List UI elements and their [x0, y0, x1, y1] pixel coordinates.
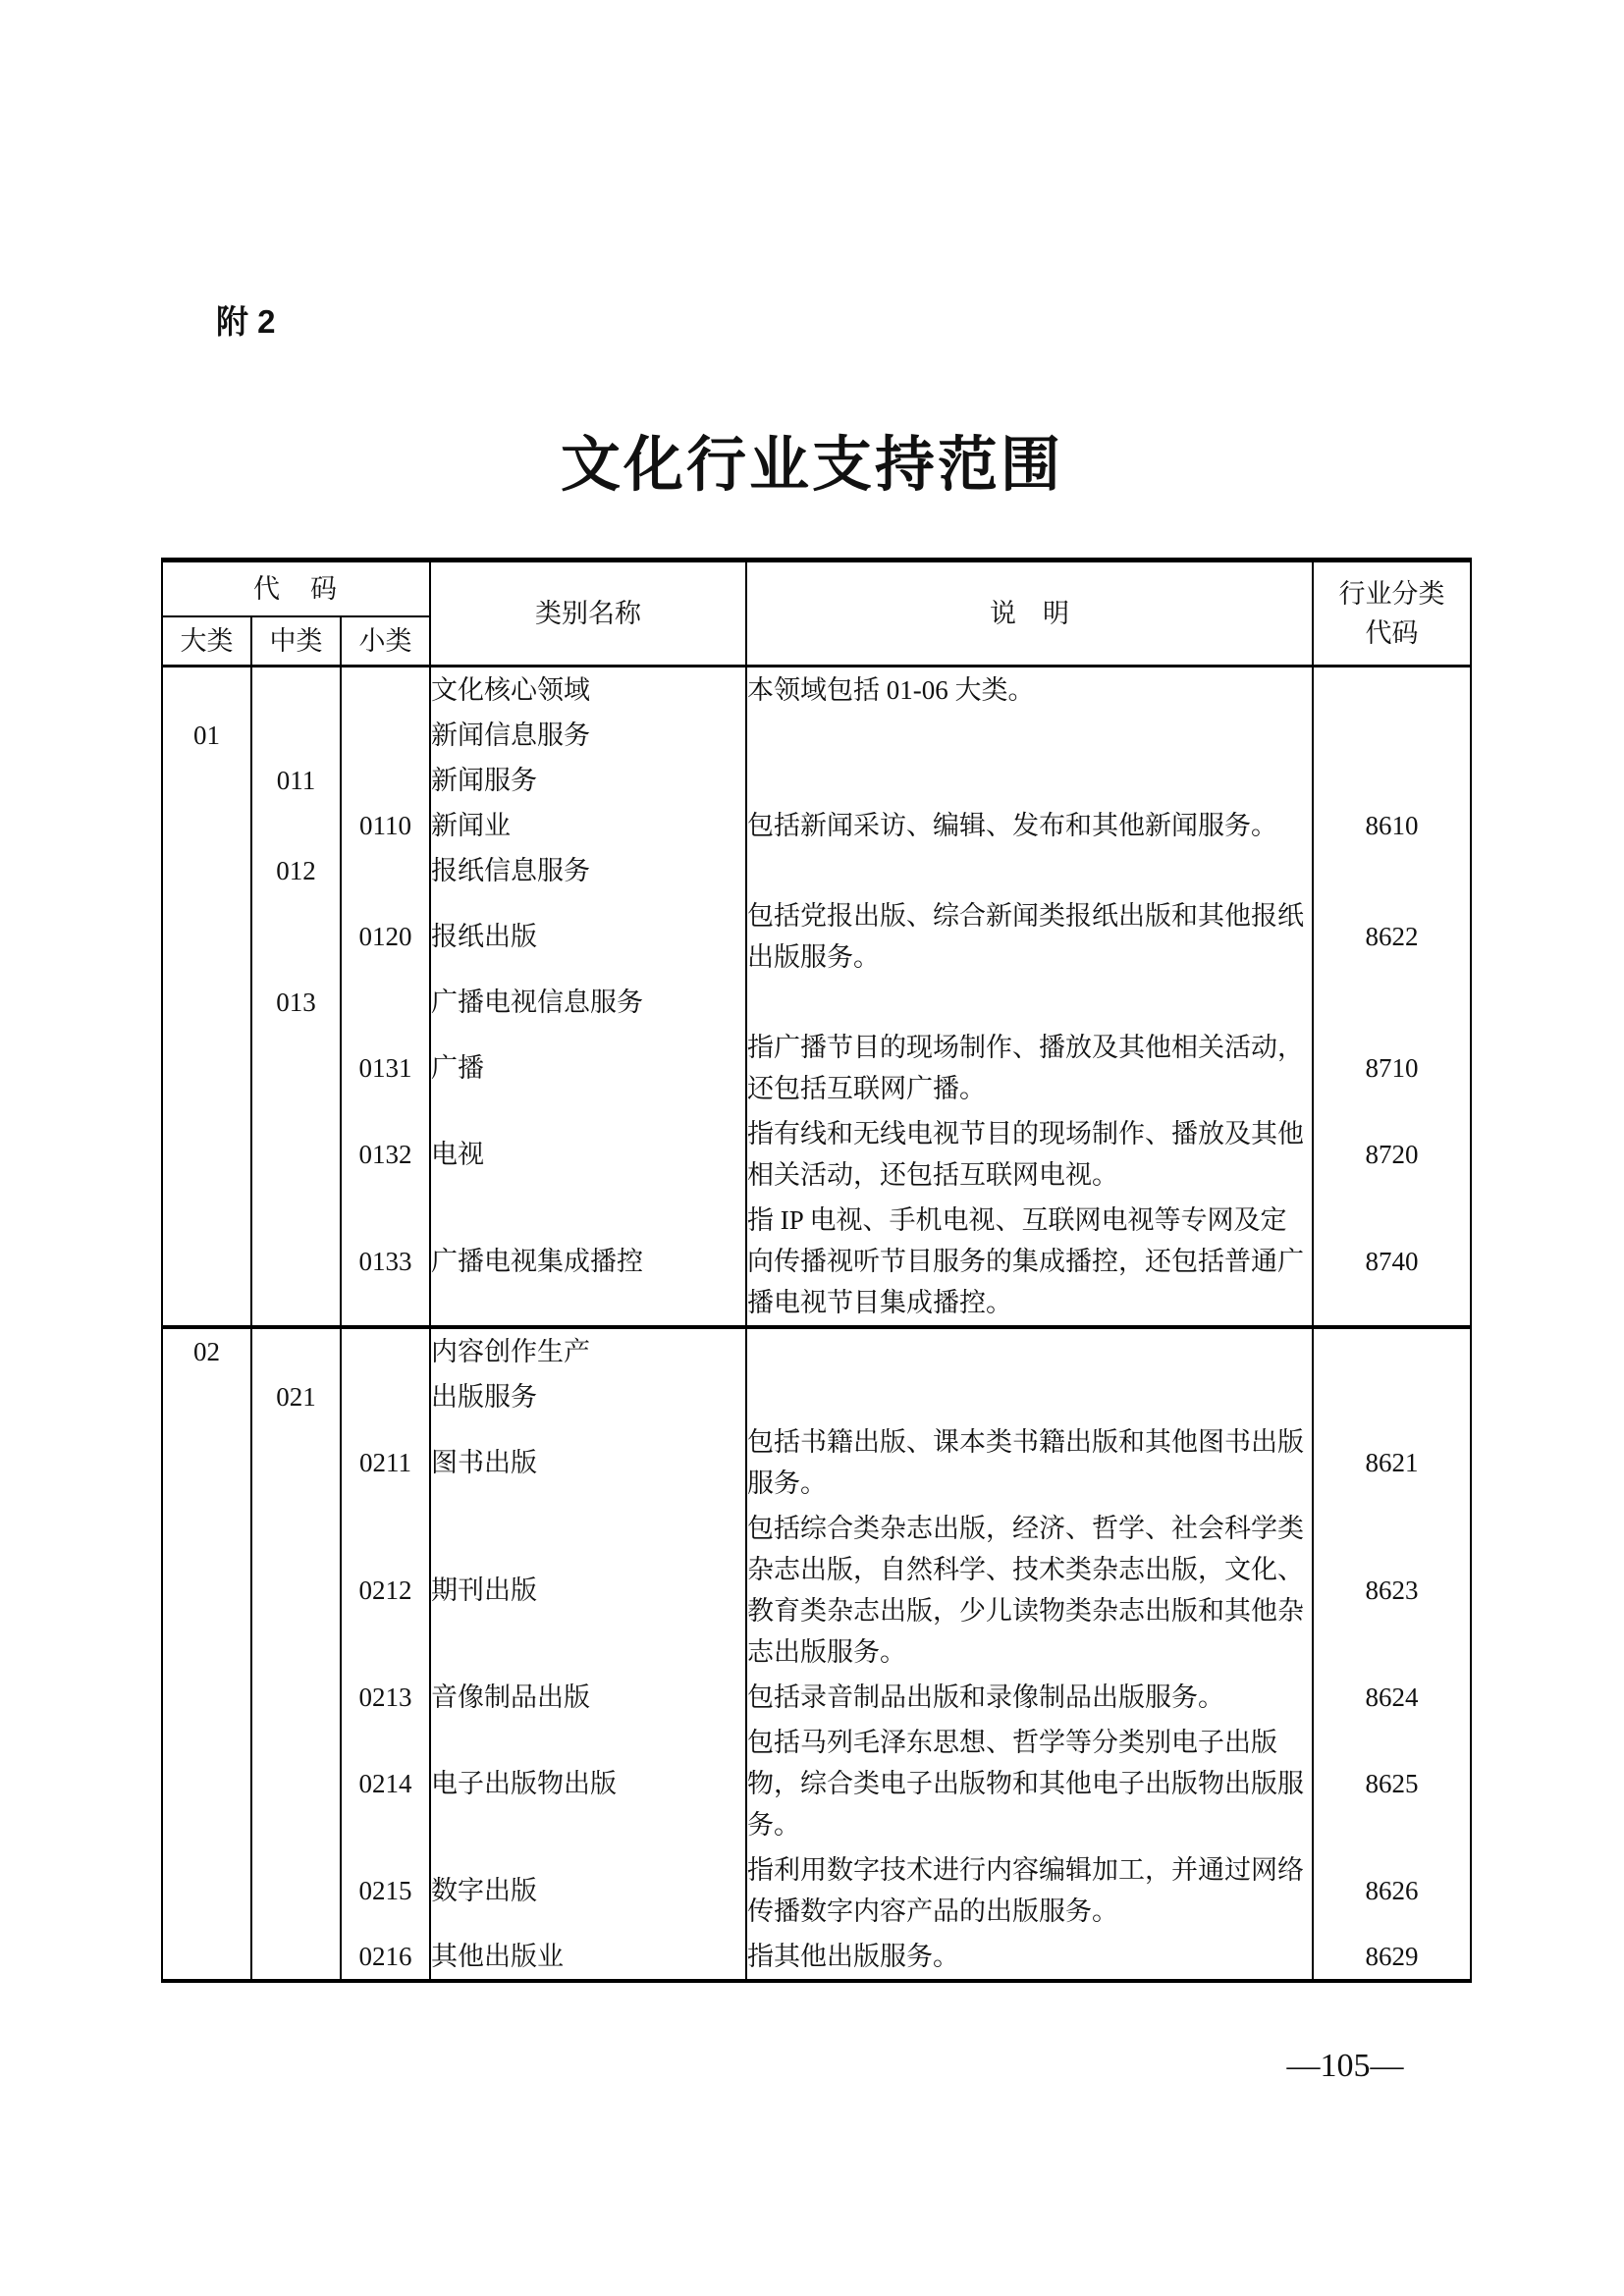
cell-major [162, 667, 251, 714]
header-industry-code-line1: 行业分类 [1338, 579, 1445, 609]
table-row [162, 1025, 1471, 1111]
cell-description: 本领域包括 01-06 大类。 [746, 667, 1313, 714]
cell-minor: 0211 [341, 1419, 430, 1506]
cell-industry-code [1313, 1374, 1471, 1419]
cell-major [162, 893, 251, 980]
cell-description: 指 IP 电视、手机电视、互联网电视等专网及定向传播视听节目服务的集成播控，还包括普通广播电视节目集成播控。 [746, 1198, 1313, 1327]
cell-middle: 012 [251, 848, 341, 893]
cell-major [162, 1847, 251, 1934]
cell-middle [251, 1675, 341, 1720]
cell-minor [341, 848, 430, 893]
table-row [162, 1720, 1471, 1847]
cell-major [162, 1675, 251, 1720]
table-row [162, 1847, 1471, 1934]
cell-category-name: 文化核心领域 [430, 667, 746, 714]
cell-description: 指利用数字技术进行内容编辑加工，并通过网络传播数字内容产品的出版服务。 [746, 1847, 1313, 1934]
cell-industry-code: 8710 [1313, 1025, 1471, 1111]
cell-category-name: 报纸信息服务 [430, 848, 746, 893]
cell-industry-code: 8623 [1313, 1506, 1471, 1675]
table-row [162, 1374, 1471, 1419]
cell-middle [251, 1327, 341, 1374]
cell-description: 包括党报出版、综合新闻类报纸出版和其他报纸出版服务。 [746, 893, 1313, 980]
cell-category-name: 其他出版业 [430, 1934, 746, 1981]
cell-major [162, 1198, 251, 1327]
table-row [162, 803, 1471, 848]
table-row [162, 1506, 1471, 1675]
cell-description: 包括马列毛泽东思想、哲学等分类别电子出版物，综合类电子出版物和其他电子出版物出版服务。 [746, 1720, 1313, 1847]
cell-category-name: 报纸出版 [430, 893, 746, 980]
cell-category-name: 电子出版物出版 [430, 1720, 746, 1847]
attachment-label: 附 2 [216, 303, 276, 340]
cell-industry-code [1313, 713, 1471, 758]
header-code-group: 代 码 [162, 561, 430, 617]
cell-minor [341, 667, 430, 714]
cell-industry-code: 8720 [1313, 1111, 1471, 1198]
cell-middle [251, 893, 341, 980]
cell-major [162, 1025, 251, 1111]
cell-description: 指其他出版服务。 [746, 1934, 1313, 1981]
cell-minor [341, 1327, 430, 1374]
table-header [162, 561, 1471, 667]
cell-major [162, 1720, 251, 1847]
table-row [162, 1111, 1471, 1198]
cell-industry-code: 8626 [1313, 1847, 1471, 1934]
cell-minor: 0132 [341, 1111, 430, 1198]
page-title: 文化行业支持范围 [560, 433, 1063, 499]
cell-industry-code [1313, 980, 1471, 1025]
cell-description: 指广播节目的现场制作、播放及其他相关活动，还包括互联网广播。 [746, 1025, 1313, 1111]
cell-category-name: 出版服务 [430, 1374, 746, 1419]
header-middle-class: 中类 [251, 616, 341, 667]
table-row [162, 980, 1471, 1025]
table-row [162, 1675, 1471, 1720]
cell-industry-code: 8625 [1313, 1720, 1471, 1847]
cell-description [746, 1374, 1313, 1419]
cell-category-name: 电视 [430, 1111, 746, 1198]
cell-middle: 011 [251, 758, 341, 803]
cell-minor [341, 713, 430, 758]
cell-middle [251, 1198, 341, 1327]
cell-category-name: 广播 [430, 1025, 746, 1111]
cell-middle [251, 1934, 341, 1981]
cell-major [162, 1419, 251, 1506]
cell-minor: 0110 [341, 803, 430, 848]
cell-middle [251, 667, 341, 714]
cell-major [162, 848, 251, 893]
cell-middle [251, 803, 341, 848]
cell-category-name: 音像制品出版 [430, 1675, 746, 1720]
cell-middle [251, 713, 341, 758]
cell-category-name: 新闻服务 [430, 758, 746, 803]
table-row [162, 848, 1471, 893]
header-description: 说 明 [746, 561, 1313, 667]
cell-description: 包括录音制品出版和录像制品出版服务。 [746, 1675, 1313, 1720]
cell-major: 01 [162, 713, 251, 758]
cell-category-name: 期刊出版 [430, 1506, 746, 1675]
cell-industry-code [1313, 848, 1471, 893]
cell-minor: 0214 [341, 1720, 430, 1847]
page-number: —105— [1286, 2048, 1404, 2084]
cell-industry-code [1313, 758, 1471, 803]
table-row [162, 713, 1471, 758]
cell-middle: 021 [251, 1374, 341, 1419]
cell-minor [341, 758, 430, 803]
table-row [162, 893, 1471, 980]
cell-description [746, 758, 1313, 803]
cell-minor [341, 1374, 430, 1419]
cell-category-name: 内容创作生产 [430, 1327, 746, 1374]
cell-middle [251, 1506, 341, 1675]
table-section-01 [162, 667, 1471, 1328]
cell-major [162, 1374, 251, 1419]
header-minor-class: 小类 [341, 616, 430, 667]
cell-description [746, 713, 1313, 758]
header-industry-code-line2: 代码 [1365, 618, 1419, 648]
cell-middle [251, 1847, 341, 1934]
table-row [162, 667, 1471, 714]
cell-major [162, 1934, 251, 1981]
cell-industry-code: 8624 [1313, 1675, 1471, 1720]
cell-category-name: 新闻业 [430, 803, 746, 848]
cell-major [162, 803, 251, 848]
cell-category-name: 图书出版 [430, 1419, 746, 1506]
cell-category-name: 新闻信息服务 [430, 713, 746, 758]
cell-category-name: 数字出版 [430, 1847, 746, 1934]
table-row [162, 1934, 1471, 1981]
cell-description: 指有线和无线电视节目的现场制作、播放及其他相关活动，还包括互联网电视。 [746, 1111, 1313, 1198]
cell-description [746, 1327, 1313, 1374]
cell-minor: 0215 [341, 1847, 430, 1934]
header-major-class: 大类 [162, 616, 251, 667]
cell-industry-code: 8629 [1313, 1934, 1471, 1981]
table-section-02 [162, 1327, 1471, 1981]
table-row [162, 1327, 1471, 1374]
header-industry-code [1313, 561, 1471, 667]
cell-major [162, 758, 251, 803]
cell-industry-code [1313, 667, 1471, 714]
cell-description [746, 848, 1313, 893]
header-category-name: 类别名称 [430, 561, 746, 667]
classification-table [161, 558, 1472, 1983]
cell-industry-code: 8610 [1313, 803, 1471, 848]
cell-category-name: 广播电视集成播控 [430, 1198, 746, 1327]
cell-industry-code [1313, 1327, 1471, 1374]
cell-middle [251, 1720, 341, 1847]
cell-minor: 0120 [341, 893, 430, 980]
cell-description: 包括综合类杂志出版，经济、哲学、社会科学类杂志出版，自然科学、技术类杂志出版，文化、教育类杂志出版，少儿读物类杂志出版和其他杂志出版服务。 [746, 1506, 1313, 1675]
cell-industry-code: 8622 [1313, 893, 1471, 980]
cell-description [746, 980, 1313, 1025]
cell-minor: 0216 [341, 1934, 430, 1981]
cell-middle [251, 1111, 341, 1198]
cell-middle [251, 1025, 341, 1111]
cell-industry-code: 8740 [1313, 1198, 1471, 1327]
table-row [162, 1198, 1471, 1327]
cell-category-name: 广播电视信息服务 [430, 980, 746, 1025]
cell-major [162, 1111, 251, 1198]
cell-major [162, 1506, 251, 1675]
cell-major: 02 [162, 1327, 251, 1374]
header-row-code-group [162, 561, 1471, 617]
cell-minor: 0213 [341, 1675, 430, 1720]
cell-description: 包括新闻采访、编辑、发布和其他新闻服务。 [746, 803, 1313, 848]
cell-minor: 0133 [341, 1198, 430, 1327]
cell-minor: 0131 [341, 1025, 430, 1111]
cell-description: 包括书籍出版、课本类书籍出版和其他图书出版服务。 [746, 1419, 1313, 1506]
cell-minor: 0212 [341, 1506, 430, 1675]
cell-industry-code: 8621 [1313, 1419, 1471, 1506]
table-row [162, 1419, 1471, 1506]
table-row [162, 758, 1471, 803]
cell-major [162, 980, 251, 1025]
cell-middle [251, 1419, 341, 1506]
cell-middle: 013 [251, 980, 341, 1025]
cell-minor [341, 980, 430, 1025]
